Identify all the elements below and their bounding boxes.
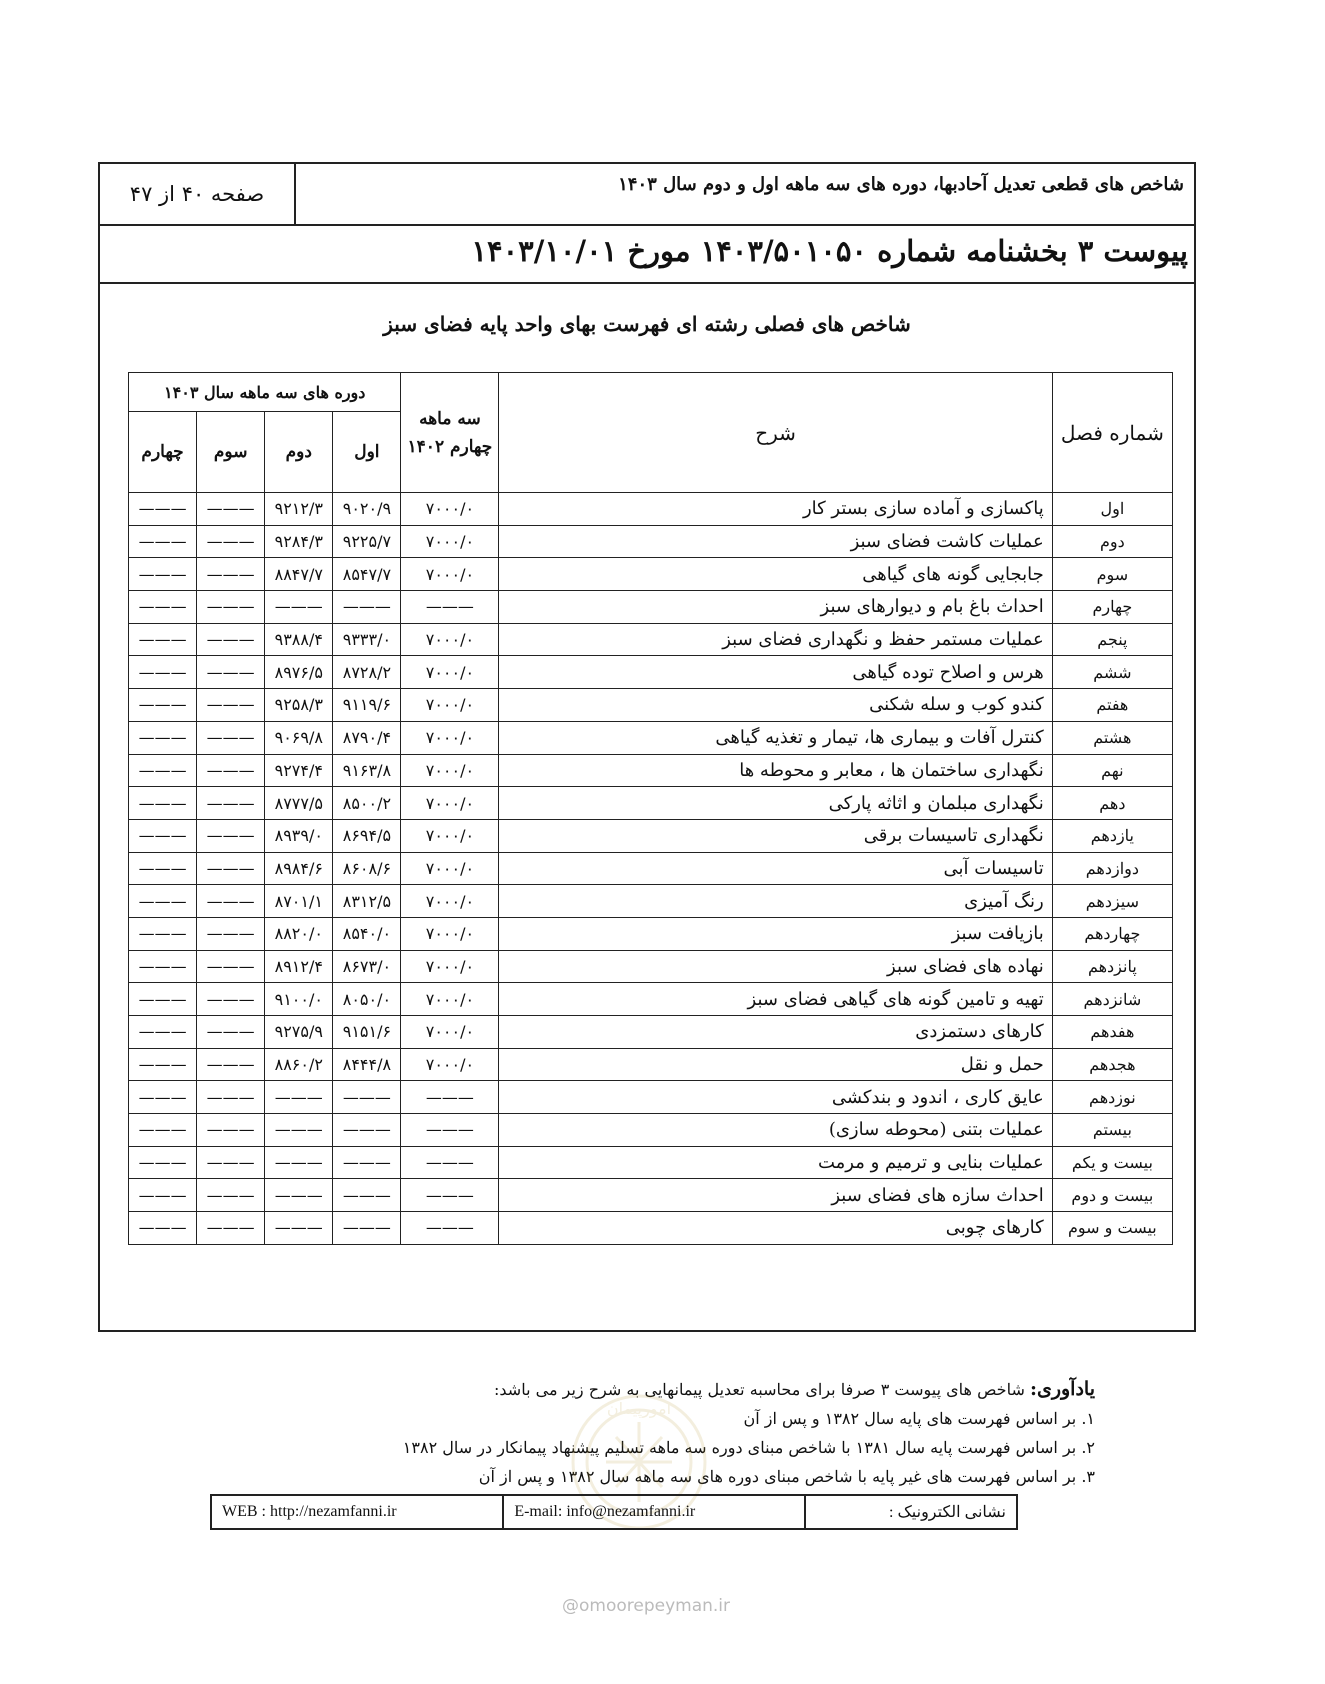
table-row — [129, 721, 1173, 754]
second-period-cell: ——— — [265, 1114, 333, 1147]
table-row — [129, 591, 1173, 624]
chapter-cell: پنجم — [1052, 623, 1172, 656]
third-period-cell: ——— — [197, 525, 265, 558]
first-period-cell: ——— — [333, 1081, 401, 1114]
fourth-period-cell: ——— — [129, 1146, 197, 1179]
second-period-cell: ——— — [265, 591, 333, 624]
third-period-cell: ——— — [197, 689, 265, 722]
q4-1402-cell: ۷۰۰۰/۰ — [401, 721, 499, 754]
header-chapter-no: شماره فصل — [1052, 373, 1172, 493]
description-cell: نگهداری مبلمان و اثاثه پارکی — [499, 787, 1052, 820]
chapter-cell: دوازدهم — [1052, 852, 1172, 885]
third-period-cell: ——— — [197, 819, 265, 852]
note-item: ۱. بر اساس فهرست های پایه سال ۱۳۸۲ و پس از آن — [743, 1409, 1095, 1428]
description-cell: عایق کاری ، اندود و بندکشی — [499, 1081, 1052, 1114]
table-subtitle: شاخص های فصلی رشته ای فهرست بهای واحد پایه فضای سبز — [383, 312, 911, 336]
third-period-cell: ——— — [197, 558, 265, 591]
q4-1402-cell: ۷۰۰۰/۰ — [401, 493, 499, 526]
header-title: شاخص های قطعی تعدیل آحادبها، دوره های سه ماهه اول و دوم سال ۱۴۰۳ — [618, 174, 1184, 195]
description-cell: حمل و نقل — [499, 1048, 1052, 1081]
first-period-cell: ۸۷۹۰/۴ — [333, 721, 401, 754]
fourth-period-cell: ——— — [129, 1016, 197, 1049]
third-period-cell: ——— — [197, 983, 265, 1016]
table-row — [129, 1146, 1173, 1179]
second-period-cell: ——— — [265, 1179, 333, 1212]
third-period-cell: ——— — [197, 787, 265, 820]
description-cell: نهاده های فضای سبز — [499, 950, 1052, 983]
second-period-cell: ۹۲۸۴/۳ — [265, 525, 333, 558]
chapter-cell: پانزدهم — [1052, 950, 1172, 983]
second-period-cell: ۸۸۲۰/۰ — [265, 917, 333, 950]
third-period-cell: ——— — [197, 1114, 265, 1147]
third-period-cell: ——— — [197, 721, 265, 754]
q4-1402-cell: ۷۰۰۰/۰ — [401, 950, 499, 983]
table-body — [129, 493, 1173, 1245]
q4-1402-cell: ——— — [401, 1146, 499, 1179]
chapter-cell: هفدهم — [1052, 1016, 1172, 1049]
chapter-cell: دهم — [1052, 787, 1172, 820]
first-period-cell: ——— — [333, 1114, 401, 1147]
chapter-cell: بیست و دوم — [1052, 1179, 1172, 1212]
q4-1402-cell: ۷۰۰۰/۰ — [401, 1048, 499, 1081]
page-number: صفحه ۴۰ از ۴۷ — [100, 164, 296, 224]
document-frame — [98, 162, 1196, 1332]
table-row — [129, 787, 1173, 820]
second-period-cell: ۸۹۷۶/۵ — [265, 656, 333, 689]
table-row — [129, 1081, 1173, 1114]
table-row — [129, 689, 1173, 722]
q4-1402-cell: ۷۰۰۰/۰ — [401, 983, 499, 1016]
third-period-cell: ——— — [197, 852, 265, 885]
fourth-period-cell: ——— — [129, 819, 197, 852]
table-row — [129, 819, 1173, 852]
note-item: ۲. بر اساس فهرست پایه سال ۱۳۸۱ با شاخص مبنای دوره سه ماهه تسلیم پیشنهاد پیمانکار در سال ۱۳۸۲ — [402, 1438, 1095, 1457]
second-period-cell: ۹۳۸۸/۴ — [265, 623, 333, 656]
third-period-cell: ——— — [197, 917, 265, 950]
first-period-cell: ——— — [333, 1146, 401, 1179]
third-period-cell: ——— — [197, 950, 265, 983]
first-period-cell: ۸۵۴۷/۷ — [333, 558, 401, 591]
fourth-period-cell: ——— — [129, 1212, 197, 1245]
q4-1402-cell: ۷۰۰۰/۰ — [401, 689, 499, 722]
fourth-period-cell: ——— — [129, 493, 197, 526]
fourth-period-cell: ——— — [129, 1048, 197, 1081]
annex-row — [100, 226, 1194, 284]
table-row — [129, 558, 1173, 591]
first-period-cell: ۹۱۱۹/۶ — [333, 689, 401, 722]
description-cell: عملیات بتنی (محوطه سازی) — [499, 1114, 1052, 1147]
q4-1402-cell: ——— — [401, 1212, 499, 1245]
watermark-site: @omoorepeyman.ir — [562, 1596, 731, 1616]
first-period-cell: ۸۵۴۰/۰ — [333, 917, 401, 950]
watermark-logo — [566, 1362, 712, 1562]
table-row — [129, 1048, 1173, 1081]
table-row — [129, 1212, 1173, 1245]
description-cell: هرس و اصلاح توده گیاهی — [499, 656, 1052, 689]
first-period-cell: ۸۰۵۰/۰ — [333, 983, 401, 1016]
chapter-cell: نهم — [1052, 754, 1172, 787]
description-cell: تاسیسات آبی — [499, 852, 1052, 885]
header-fourth: چهارم — [129, 412, 197, 493]
header-q4-line2: چهارم ۱۴۰۲ — [407, 436, 493, 457]
fourth-period-cell: ——— — [129, 950, 197, 983]
q4-1402-cell: ۷۰۰۰/۰ — [401, 787, 499, 820]
note-item: ۳. بر اساس فهرست های غیر پایه با شاخص مبنای دوره های سه ماهه سال ۱۳۸۲ و پس از آن — [478, 1467, 1095, 1486]
fourth-period-cell: ——— — [129, 885, 197, 918]
q4-1402-cell: ۷۰۰۰/۰ — [401, 558, 499, 591]
first-period-cell: ۸۶۹۴/۵ — [333, 819, 401, 852]
fourth-period-cell: ——— — [129, 1081, 197, 1114]
description-cell: کنترل آفات و بیماری ها، تیمار و تغذیه گیاهی — [499, 721, 1052, 754]
chapter-cell: سیزدهم — [1052, 885, 1172, 918]
third-period-cell: ——— — [197, 1212, 265, 1245]
description-cell: بازیافت سبز — [499, 917, 1052, 950]
description-cell: پاکسازی و آماده سازی بستر کار — [499, 493, 1052, 526]
table-row — [129, 1016, 1173, 1049]
first-period-cell: ۹۰۲۰/۹ — [333, 493, 401, 526]
third-period-cell: ——— — [197, 1179, 265, 1212]
description-cell: تهیه و تامین گونه های گیاهی فضای سبز — [499, 983, 1052, 1016]
first-period-cell: ۹۱۵۱/۶ — [333, 1016, 401, 1049]
header-description: شرح — [499, 373, 1052, 493]
fourth-period-cell: ——— — [129, 754, 197, 787]
second-period-cell: ۸۷۰۱/۱ — [265, 885, 333, 918]
header-q4-1402 — [401, 373, 499, 493]
second-period-cell: ۸۷۷۷/۵ — [265, 787, 333, 820]
first-period-cell: ——— — [333, 1179, 401, 1212]
chapter-cell: شانزدهم — [1052, 983, 1172, 1016]
annex-title: پیوست ۳ بخشنامه شماره ۱۴۰۳/۵۰۱۰۵۰ مورخ ۱۴۰۳/۱۰/۰۱ — [471, 234, 1188, 268]
chapter-cell: چهاردهم — [1052, 917, 1172, 950]
second-period-cell: ۸۹۱۲/۴ — [265, 950, 333, 983]
second-period-cell: ۸۹۳۹/۰ — [265, 819, 333, 852]
table-row — [129, 754, 1173, 787]
chapter-cell: نوزدهم — [1052, 1081, 1172, 1114]
table-row — [129, 852, 1173, 885]
fourth-period-cell: ——— — [129, 656, 197, 689]
first-period-cell: ۸۶۷۳/۰ — [333, 950, 401, 983]
q4-1402-cell: ۷۰۰۰/۰ — [401, 525, 499, 558]
third-period-cell: ——— — [197, 591, 265, 624]
q4-1402-cell: ۷۰۰۰/۰ — [401, 885, 499, 918]
second-period-cell: ——— — [265, 1146, 333, 1179]
contact-box — [210, 1494, 1018, 1530]
first-period-cell: ۸۳۱۲/۵ — [333, 885, 401, 918]
second-period-cell: ۹۲۷۴/۴ — [265, 754, 333, 787]
note-label: یادآوری: — [1029, 1378, 1095, 1400]
fourth-period-cell: ——— — [129, 852, 197, 885]
chapter-cell: بیست و یکم — [1052, 1146, 1172, 1179]
first-period-cell: ۸۶۰۸/۶ — [333, 852, 401, 885]
contact-label: نشانی الکترونیک : — [805, 1495, 1017, 1529]
description-cell: نگهداری ساختمان ها ، معابر و محوطه ها — [499, 754, 1052, 787]
q4-1402-cell: ——— — [401, 1081, 499, 1114]
chapter-cell: اول — [1052, 493, 1172, 526]
header-first: اول — [333, 412, 401, 493]
header-periods-1403: دوره های سه ماهه سال ۱۴۰۳ — [129, 373, 401, 412]
q4-1402-cell: ——— — [401, 1114, 499, 1147]
description-cell: عملیات کاشت فضای سبز — [499, 525, 1052, 558]
q4-1402-cell: ۷۰۰۰/۰ — [401, 623, 499, 656]
fourth-period-cell: ——— — [129, 689, 197, 722]
first-period-cell: ——— — [333, 1212, 401, 1245]
table-row — [129, 950, 1173, 983]
chapter-cell: سوم — [1052, 558, 1172, 591]
table-row — [129, 917, 1173, 950]
description-cell: احداث باغ بام و دیوارهای سبز — [499, 591, 1052, 624]
fourth-period-cell: ——— — [129, 721, 197, 754]
web-address[interactable]: WEB : http://nezamfanni.ir — [211, 1495, 503, 1529]
watermark-logo-text: امورپیمان — [606, 1399, 672, 1418]
index-table — [128, 372, 1173, 1245]
second-period-cell: ۹۱۰۰/۰ — [265, 983, 333, 1016]
description-cell: کندو کوب و سله شکنی — [499, 689, 1052, 722]
header-second: دوم — [265, 412, 333, 493]
q4-1402-cell: ——— — [401, 1179, 499, 1212]
second-period-cell: ۸۸۶۰/۲ — [265, 1048, 333, 1081]
chapter-cell: بیست و سوم — [1052, 1212, 1172, 1245]
third-period-cell: ——— — [197, 1048, 265, 1081]
description-cell: احداث سازه های فضای سبز — [499, 1179, 1052, 1212]
first-period-cell: ۸۴۴۴/۸ — [333, 1048, 401, 1081]
q4-1402-cell: ۷۰۰۰/۰ — [401, 917, 499, 950]
chapter-cell: دوم — [1052, 525, 1172, 558]
first-period-cell: ۹۳۳۳/۰ — [333, 623, 401, 656]
description-cell: عملیات بنایی و ترمیم و مرمت — [499, 1146, 1052, 1179]
second-period-cell: ۸۹۸۴/۶ — [265, 852, 333, 885]
header-third: سوم — [197, 412, 265, 493]
first-period-cell: ۸۵۰۰/۲ — [333, 787, 401, 820]
third-period-cell: ——— — [197, 1016, 265, 1049]
q4-1402-cell: ۷۰۰۰/۰ — [401, 819, 499, 852]
q4-1402-cell: ۷۰۰۰/۰ — [401, 1016, 499, 1049]
fourth-period-cell: ——— — [129, 525, 197, 558]
second-period-cell: ۹۰۶۹/۸ — [265, 721, 333, 754]
table-row — [129, 525, 1173, 558]
third-period-cell: ——— — [197, 623, 265, 656]
fourth-period-cell: ——— — [129, 1179, 197, 1212]
description-cell: نگهداری تاسیسات برقی — [499, 819, 1052, 852]
q4-1402-cell: ۷۰۰۰/۰ — [401, 754, 499, 787]
table-row — [129, 983, 1173, 1016]
second-period-cell: ۹۲۵۸/۳ — [265, 689, 333, 722]
third-period-cell: ——— — [197, 1146, 265, 1179]
fourth-period-cell: ——— — [129, 917, 197, 950]
description-cell: کارهای دستمزدی — [499, 1016, 1052, 1049]
second-period-cell: ——— — [265, 1212, 333, 1245]
first-period-cell: ——— — [333, 591, 401, 624]
fourth-period-cell: ——— — [129, 558, 197, 591]
chapter-cell: هجدهم — [1052, 1048, 1172, 1081]
second-period-cell: ۹۲۷۵/۹ — [265, 1016, 333, 1049]
q4-1402-cell: ۷۰۰۰/۰ — [401, 852, 499, 885]
email-address[interactable]: E-mail: info@nezamfanni.ir — [503, 1495, 805, 1529]
fourth-period-cell: ——— — [129, 623, 197, 656]
table-row — [129, 1179, 1173, 1212]
note-intro: شاخص های پیوست ۳ صرفا برای محاسبه تعدیل پیمانهایی به شرح زیر می باشد: — [494, 1380, 1025, 1399]
third-period-cell: ——— — [197, 885, 265, 918]
first-period-cell: ۹۲۲۵/۷ — [333, 525, 401, 558]
fourth-period-cell: ——— — [129, 983, 197, 1016]
description-cell: رنگ آمیزی — [499, 885, 1052, 918]
chapter-cell: بیستم — [1052, 1114, 1172, 1147]
chapter-cell: هشتم — [1052, 721, 1172, 754]
q4-1402-cell: ۷۰۰۰/۰ — [401, 656, 499, 689]
first-period-cell: ۸۷۲۸/۲ — [333, 656, 401, 689]
chapter-cell: ششم — [1052, 656, 1172, 689]
fourth-period-cell: ——— — [129, 787, 197, 820]
second-period-cell: ۸۸۴۷/۷ — [265, 558, 333, 591]
chapter-cell: هفتم — [1052, 689, 1172, 722]
third-period-cell: ——— — [197, 1081, 265, 1114]
third-period-cell: ——— — [197, 754, 265, 787]
second-period-cell: ۹۲۱۲/۳ — [265, 493, 333, 526]
table-row — [129, 1114, 1173, 1147]
table-row — [129, 656, 1173, 689]
table-row — [129, 493, 1173, 526]
header-row — [100, 164, 1194, 226]
chapter-cell: چهارم — [1052, 591, 1172, 624]
table-row — [129, 623, 1173, 656]
description-cell: کارهای چوبی — [499, 1212, 1052, 1245]
third-period-cell: ——— — [197, 656, 265, 689]
description-cell: جابجایی گونه های گیاهی — [499, 558, 1052, 591]
third-period-cell: ——— — [197, 493, 265, 526]
q4-1402-cell: ——— — [401, 591, 499, 624]
fourth-period-cell: ——— — [129, 1114, 197, 1147]
table-row — [129, 885, 1173, 918]
second-period-cell: ——— — [265, 1081, 333, 1114]
description-cell: عملیات مستمر حفظ و نگهداری فضای سبز — [499, 623, 1052, 656]
header-q4-line1: سه ماهه — [419, 408, 481, 429]
chapter-cell: یازدهم — [1052, 819, 1172, 852]
first-period-cell: ۹۱۶۳/۸ — [333, 754, 401, 787]
fourth-period-cell: ——— — [129, 591, 197, 624]
